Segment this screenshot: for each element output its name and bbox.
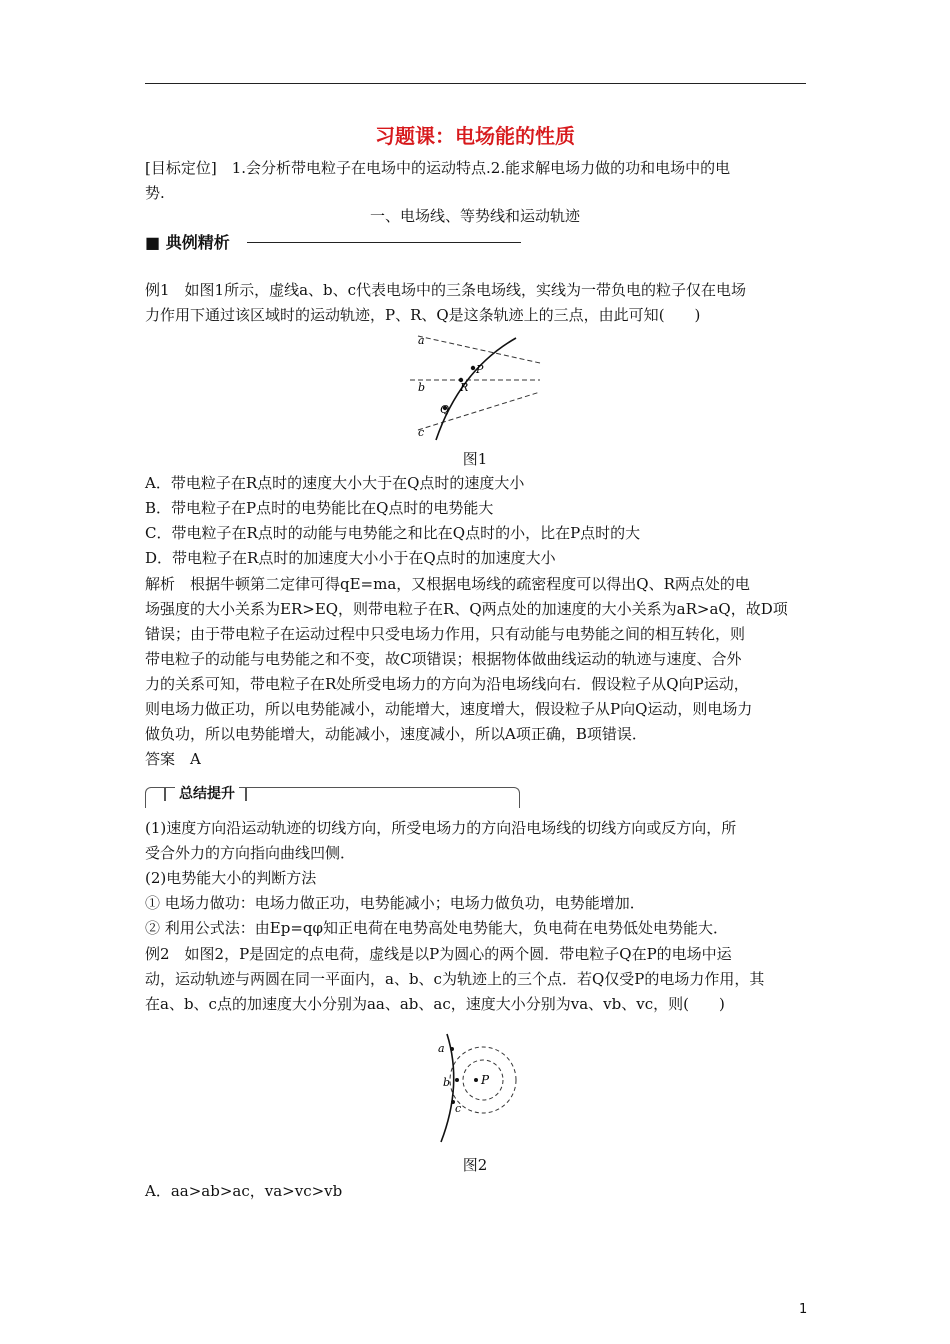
summary-label: 总结提升 xyxy=(175,784,239,804)
ex1-option-c: C．带电粒子在R点时的动能与电势能之和比在Q点时的小，比在P点时的大 xyxy=(145,524,641,542)
ex2-line-1: 例2 如图2，P是固定的点电荷，虚线是以P为圆心的两个圆．带电粒子Q在P的电场中运 xyxy=(145,945,732,963)
answer-1: 答案 A xyxy=(145,750,201,768)
analysis-line-5: 力的关系可知，带电粒子在R处所受电场力的方向为沿电场线向右．假设粒子从Q向P运动， xyxy=(145,675,749,693)
ex2-option-a: A．aa>ab>ac，va>vc>vb xyxy=(145,1182,343,1200)
goal-line-2: 势. xyxy=(145,184,165,202)
ex1-line-2: 力作用下通过该区域时的运动轨迹，P、R、Q是这条轨迹上的三点，由此可知( ) xyxy=(145,306,701,324)
point-p2 xyxy=(474,1078,478,1082)
field-line-a xyxy=(418,336,540,363)
point-p xyxy=(471,366,475,370)
ex2-line-2: 动，运动轨迹与两圆在同一平面内，a、b、c为轨迹上的三个点．若Q仅受P的电场力作用，其 xyxy=(145,970,765,988)
label-p2: P xyxy=(481,1073,490,1087)
label-r: R xyxy=(460,381,469,394)
example-heading-rule xyxy=(247,242,521,243)
analysis-line-1: 解析 根据牛顿第二定律可得qE=ma，又根据电场线的疏密程度可以得出Q、R两点处的电 xyxy=(145,575,750,593)
point-a2 xyxy=(450,1047,454,1051)
page-number: 1 xyxy=(799,1302,808,1317)
figure-2 xyxy=(425,1030,535,1145)
field-line-c xyxy=(418,392,540,430)
figure-1-caption: 图1 xyxy=(462,450,488,468)
analysis-line-6: 则电场力做正功，所以电势能减小，动能增大，速度增大，假设粒子从P向Q运动，则电场力 xyxy=(145,700,753,718)
summary-line-3: (2)电势能大小的判断方法 xyxy=(145,869,317,887)
ex1-option-d: D．带电粒子在R点时的加速度大小小于在Q点时的加速度大小 xyxy=(145,549,556,567)
label-b: b xyxy=(418,381,426,394)
label-b2: b xyxy=(443,1076,451,1089)
analysis-line-2: 场强度的大小关系为ER>EQ，则带电粒子在R、Q两点处的加速度的大小关系为aR>aQ，故D项 xyxy=(145,600,788,618)
ex1-option-a: A．带电粒子在R点时的速度大小大于在Q点时的速度大小 xyxy=(145,474,525,492)
ex1-line-1: 例1 如图1所示，虚线a、b、c代表电场中的三条电场线，实线为一带负电的粒子仅在电场 xyxy=(145,281,747,299)
analysis-line-3: 错误；由于带电粒子在运动过程中只受电场力作用，只有动能与电势能之间的相互转化，则 xyxy=(145,625,746,643)
label-q: Q xyxy=(440,403,450,416)
ex1-option-b: B．带电粒子在P点时的电势能比在Q点时的电势能大 xyxy=(145,499,494,517)
ex2-line-3: 在a、b、c点的加速度大小分别为aa、ab、ac，速度大小分别为va、vb、vc，则( ) xyxy=(145,995,725,1013)
summary-line-1: (1)速度方向沿运动轨迹的切线方向，所受电场力的方向沿电场线的切线方向或反方向，所 xyxy=(145,819,737,837)
summary-tick-left xyxy=(164,787,166,801)
analysis-line-7: 做负功，所以电势能增大，动能减小，速度减小，所以A项正确，B项错误． xyxy=(145,725,647,743)
label-c: c xyxy=(418,426,425,439)
goal-line-1: [目标定位] 1.会分析带电粒子在电场中的运动特点.2.能求解电场力做的功和电场中的电 xyxy=(145,159,731,177)
trajectory xyxy=(436,338,516,440)
summary-line-2: 受合外力的方向指向曲线凹侧． xyxy=(145,844,356,862)
summary-line-4: ① 电场力做功：电场力做正功，电势能减小；电场力做负功，电势能增加． xyxy=(145,894,645,912)
figure-1 xyxy=(400,330,550,442)
header-rule xyxy=(145,83,806,84)
summary-line-5: ② 利用公式法：由Ep=qφ知正电荷在电势高处电势能大，负电荷在电势低处电势能大． xyxy=(145,919,728,937)
example-heading: ■ 典例精析 xyxy=(145,233,230,252)
summary-tick-right xyxy=(245,787,247,801)
label-a: a xyxy=(418,334,425,347)
analysis-line-4: 带电粒子的动能与电势能之和不变，故C项错误；根据物体做曲线运动的轨迹与速度、合外 xyxy=(145,650,742,668)
label-a2: a xyxy=(438,1042,445,1055)
point-b2 xyxy=(455,1078,459,1082)
page-title: 习题课：电场能的性质 xyxy=(375,124,575,148)
section-heading: 一、电场线、等势线和运动轨迹 xyxy=(369,207,580,225)
figure-2-caption: 图2 xyxy=(462,1156,488,1174)
label-c2: c xyxy=(455,1102,462,1115)
label-p: P xyxy=(476,363,484,376)
